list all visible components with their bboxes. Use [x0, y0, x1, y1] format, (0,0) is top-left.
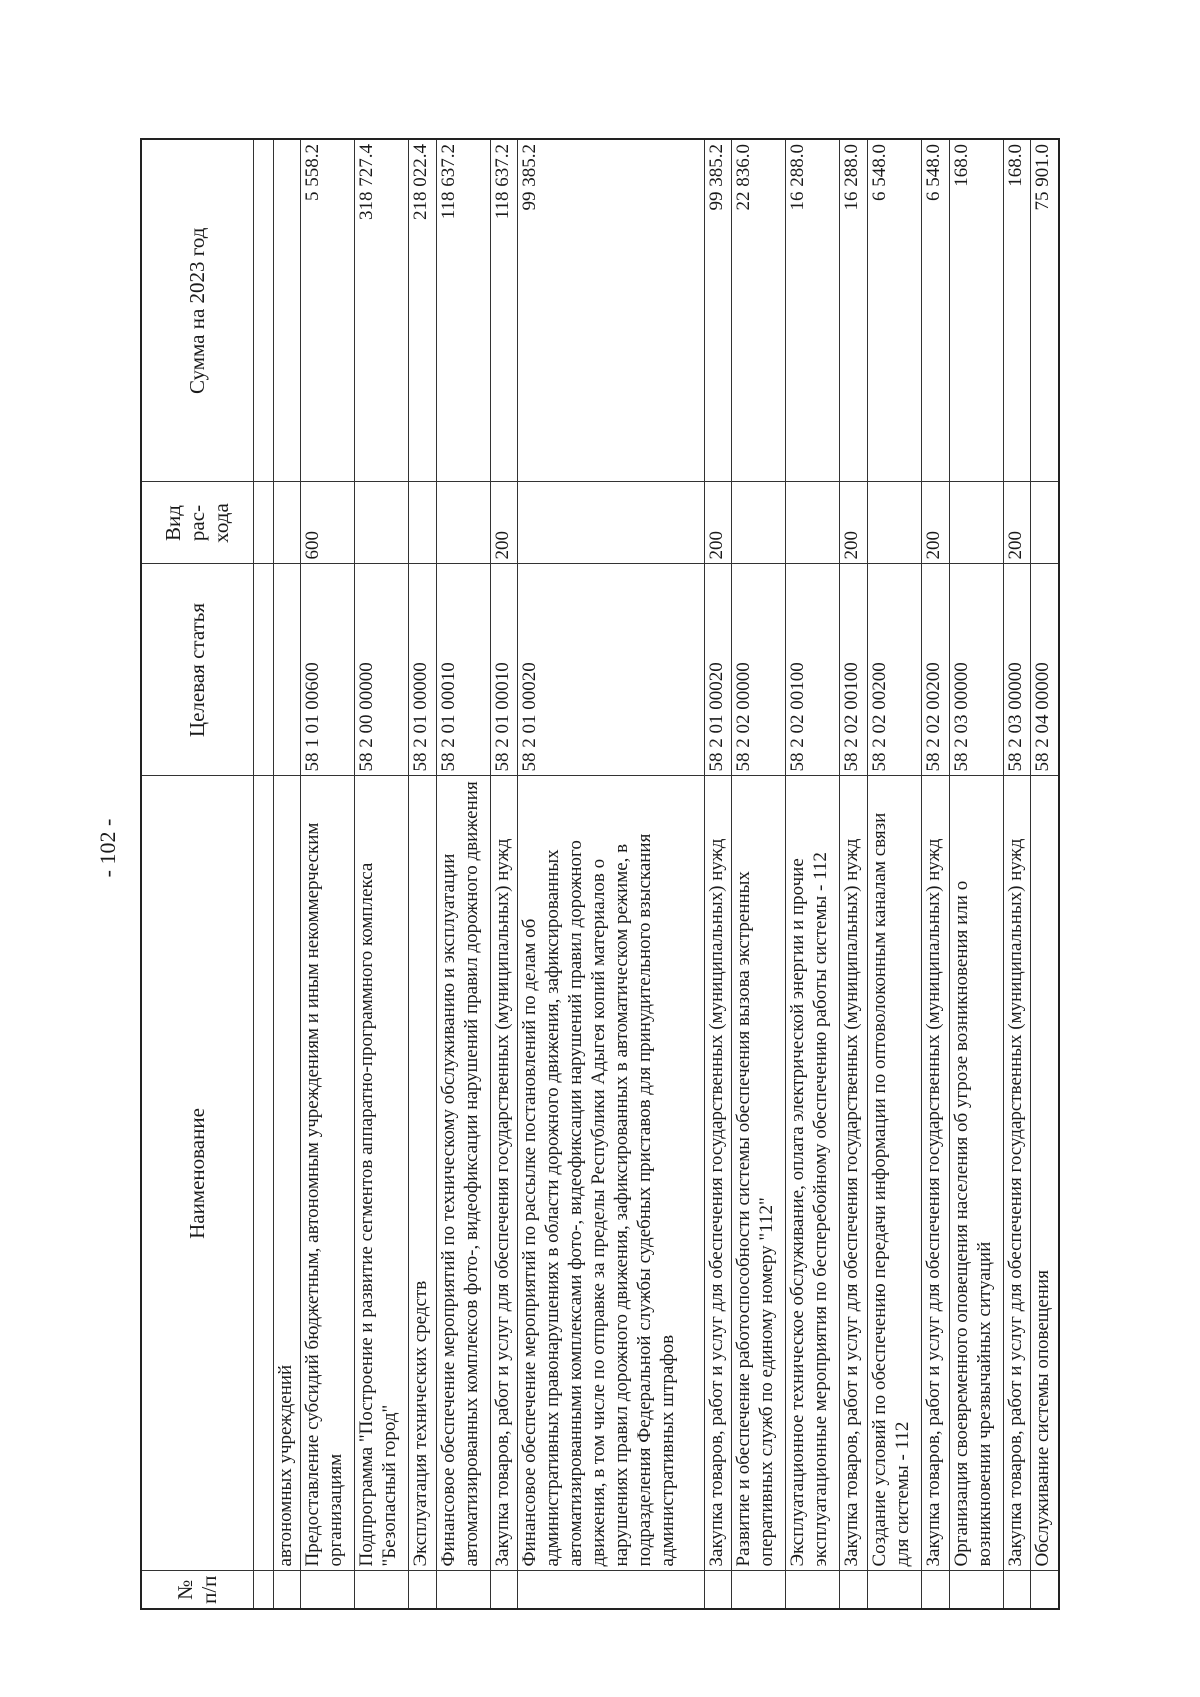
- table-row: [273, 139, 301, 1609]
- cell-target: 58 2 02 00100: [786, 564, 840, 776]
- cell-type: 200: [840, 482, 868, 564]
- table-row: [867, 139, 921, 1609]
- cell-num: [253, 1571, 273, 1609]
- cell-type: 200: [490, 482, 518, 564]
- cell-name: автономных учреждений: [273, 776, 301, 1571]
- cell-sum: [253, 139, 273, 482]
- table-row: [409, 139, 437, 1609]
- cell-name: Подпрограмма "Построение и развитие сегментов аппаратно-программного комплекса "Безопасный город": [355, 776, 409, 1571]
- cell-sum: 75 901.0: [1031, 139, 1059, 482]
- cell-num: [301, 1571, 355, 1609]
- cell-sum: 318 727.4: [355, 139, 409, 482]
- cell-target: 58 2 01 00010: [436, 564, 490, 776]
- cell-name: Закупка товаров, работ и услуг для обеспечения государственных (муниципальных) нужд: [704, 776, 732, 1571]
- cell-type: [1031, 482, 1059, 564]
- header-sum: Сумма на 2023 год: [141, 139, 253, 482]
- cell-sum: 118 637.2: [436, 139, 490, 482]
- table-row: [436, 139, 490, 1609]
- table-body: [253, 139, 1059, 1609]
- cell-sum: 16 288.0: [786, 139, 840, 482]
- cell-sum: 5 558.2: [301, 139, 355, 482]
- cell-num: [867, 1571, 921, 1609]
- header-name: Наименование: [141, 776, 253, 1571]
- cell-target: 58 2 01 00020: [518, 564, 704, 776]
- cell-num: [409, 1571, 437, 1609]
- header-type: Вид рас-хода: [141, 482, 253, 564]
- cell-sum: 6 548.0: [867, 139, 921, 482]
- cell-target: 58 2 00 00000: [355, 564, 409, 776]
- cell-name: Создание условий по обеспечению передачи информации по оптоволоконным каналам связи для системы - 112: [867, 776, 921, 1571]
- cell-type: [786, 482, 840, 564]
- budget-table: [140, 138, 1060, 1610]
- cell-name: Закупка товаров, работ и услуг для обеспечения государственных (муниципальных) нужд: [922, 776, 950, 1571]
- cell-type: [949, 482, 1003, 564]
- cell-target: [253, 564, 273, 776]
- cell-target: 58 2 01 00000: [409, 564, 437, 776]
- cell-target: 58 2 02 00100: [840, 564, 868, 776]
- cell-num: [732, 1571, 786, 1609]
- cell-type: 200: [704, 482, 732, 564]
- table-row: [840, 139, 868, 1609]
- cell-name: Организация своевременного оповещения населения об угрозе возникновения или о возникновении чрезвычайных ситуаций: [949, 776, 1003, 1571]
- cell-num: [840, 1571, 868, 1609]
- cell-target: 58 2 04 00000: [1031, 564, 1059, 776]
- cell-target: 58 1 01 00600: [301, 564, 355, 776]
- table-row: [704, 139, 732, 1609]
- cell-name: Закупка товаров, работ и услуг для обеспечения государственных (муниципальных) нужд: [490, 776, 518, 1571]
- cell-target: 58 2 02 00200: [867, 564, 921, 776]
- cell-target: [273, 564, 301, 776]
- cell-sum: 99 385.2: [518, 139, 704, 482]
- rotated-table-wrapper: [140, 140, 1060, 1610]
- cell-num: [518, 1571, 704, 1609]
- table-row: [490, 139, 518, 1609]
- cell-type: [355, 482, 409, 564]
- cell-sum: [273, 139, 301, 482]
- cell-name: Закупка товаров, работ и услуг для обеспечения государственных (муниципальных) нужд: [840, 776, 868, 1571]
- cell-name: Эксплуатация технических средств: [409, 776, 437, 1571]
- cell-num: [1003, 1571, 1031, 1609]
- cell-sum: 218 022.4: [409, 139, 437, 482]
- cell-type: 200: [922, 482, 950, 564]
- cell-sum: 168.0: [949, 139, 1003, 482]
- header-target: Целевая статья: [141, 564, 253, 776]
- table-row: [355, 139, 409, 1609]
- cell-num: [436, 1571, 490, 1609]
- cell-type: [253, 482, 273, 564]
- cell-num: [490, 1571, 518, 1609]
- cell-sum: 22 836.0: [732, 139, 786, 482]
- table-row: [518, 139, 704, 1609]
- table-row: [1003, 139, 1031, 1609]
- cell-name: Финансовое обеспечение мероприятий по техническому обслуживанию и эксплуатации автоматизированных комплексов фото-, видеофиксации нарушений правил дорожного движения: [436, 776, 490, 1571]
- cell-sum: 99 385.2: [704, 139, 732, 482]
- cell-type: [518, 482, 704, 564]
- cell-type: [732, 482, 786, 564]
- cell-name: Эксплуатационное техническое обслуживание, оплата электрической энергии и прочие эксплуатационные мероприятия по бесперебойному обеспечению работы системы - 112: [786, 776, 840, 1571]
- cell-target: 58 2 01 00020: [704, 564, 732, 776]
- cell-target: 58 2 01 00010: [490, 564, 518, 776]
- cell-num: [786, 1571, 840, 1609]
- table-row: [1031, 139, 1059, 1609]
- cell-type: [273, 482, 301, 564]
- cell-name: Финансовое обеспечение мероприятий по рассылке постановлений по делам об административных правонарушениях в области дорожного движения, зафиксированных автоматизированными комплексами фото-, видеофиксации нарушений правил дорожного движения, в том числе по отправке за пределы Республики Адыгея копий материалов о нарушениях правил дорожного движения, зафиксированных в автоматическом режиме, в подразделения Федеральной службы судебных приставов для принудительного взыскания административных штрафов: [518, 776, 704, 1571]
- table-row: [732, 139, 786, 1609]
- cell-name: [253, 776, 273, 1571]
- cell-sum: 6 548.0: [922, 139, 950, 482]
- cell-target: 58 2 03 00000: [949, 564, 1003, 776]
- cell-num: [1031, 1571, 1059, 1609]
- cell-type: [409, 482, 437, 564]
- cell-type: 200: [1003, 482, 1031, 564]
- cell-num: [355, 1571, 409, 1609]
- cell-name: Развитие и обеспечение работоспособности системы обеспечения вызова экстренных оперативных служб по единому номеру "112": [732, 776, 786, 1571]
- cell-num: [922, 1571, 950, 1609]
- cell-sum: 118 637.2: [490, 139, 518, 482]
- table-row: [253, 139, 273, 1609]
- header-num: № п/п: [141, 1571, 253, 1609]
- cell-name: Обслуживание системы оповещения: [1031, 776, 1059, 1571]
- table-row: [301, 139, 355, 1609]
- cell-num: [949, 1571, 1003, 1609]
- table-row: [949, 139, 1003, 1609]
- cell-target: 58 2 02 00000: [732, 564, 786, 776]
- table-row: [922, 139, 950, 1609]
- cell-type: [436, 482, 490, 564]
- cell-target: 58 2 03 00000: [1003, 564, 1031, 776]
- cell-name: Предоставление субсидий бюджетным, автономным учреждениям и иным некоммерческим организациям: [301, 776, 355, 1571]
- table-row: [786, 139, 840, 1609]
- cell-num: [704, 1571, 732, 1609]
- cell-sum: 16 288.0: [840, 139, 868, 482]
- cell-type: [867, 482, 921, 564]
- cell-target: 58 2 02 00200: [922, 564, 950, 776]
- cell-type: 600: [301, 482, 355, 564]
- cell-sum: 168.0: [1003, 139, 1031, 482]
- cell-num: [273, 1571, 301, 1609]
- cell-name: Закупка товаров, работ и услуг для обеспечения государственных (муниципальных) нужд: [1003, 776, 1031, 1571]
- page-number: - 102 -: [93, 788, 123, 908]
- table-header-row: [141, 139, 253, 1609]
